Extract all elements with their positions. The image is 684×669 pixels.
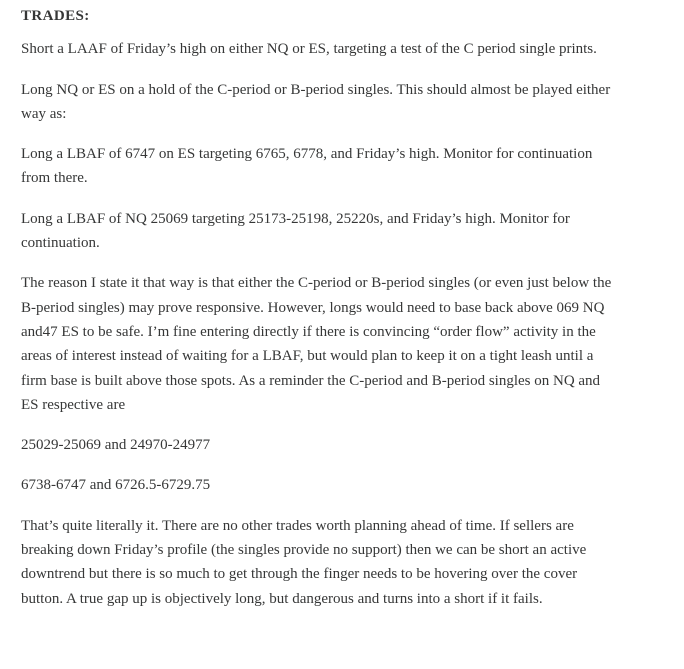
paragraph-short-laaf: Short a LAAF of Friday’s high on either NQ or ES, targeting a test of the C period single prints. (21, 41, 597, 58)
paragraph-conclusion: That’s quite literally it. There are no other trades worth planning ahead of time. If sellers are breaking down Friday’s profile (the singles provide no support) then we can be short an active downtrend but there is so much to get through the finger needs to be hovering over the cover button. A true gap up is objectively long, but dangerous and turns into a short if it fails. (21, 517, 587, 607)
paragraph-reasoning: The reason I state it that way is that either the C-period or B-period singles (or even just below the B-period singles) may prove responsive. However, longs would need to base back above 069 NQ and47 ES to be safe. I’m fine entering directly if there is convincing “order flow” activity in the areas of interest instead of waiting for a LBAF, but would plan to keep it on a tight leash until a firm base is built above those spots. As a reminder the C-period and B-period singles on NQ and ES respective are (21, 275, 612, 413)
section-heading: TRADES: (21, 8, 90, 24)
paragraph-es-singles: 6738-6747 and 6726.5-6729.75 (21, 477, 211, 494)
paragraph-nq-lbaf: Long a LBAF of NQ 25069 targeting 25173-25198, 25220s, and Friday’s high. Monitor for continuation. (21, 210, 570, 252)
paragraph-nq-singles: 25029-25069 and 24970-24977 (21, 437, 211, 454)
paragraph-long-hold: Long NQ or ES on a hold of the C-period or B-period singles. This should almost be played either way as: (21, 81, 611, 122)
paragraph-es-lbaf: Long a LBAF of 6747 on ES targeting 6765, 6778, and Friday’s high. Monitor for continuation from there. (21, 146, 593, 187)
article-body (21, 4, 621, 627)
